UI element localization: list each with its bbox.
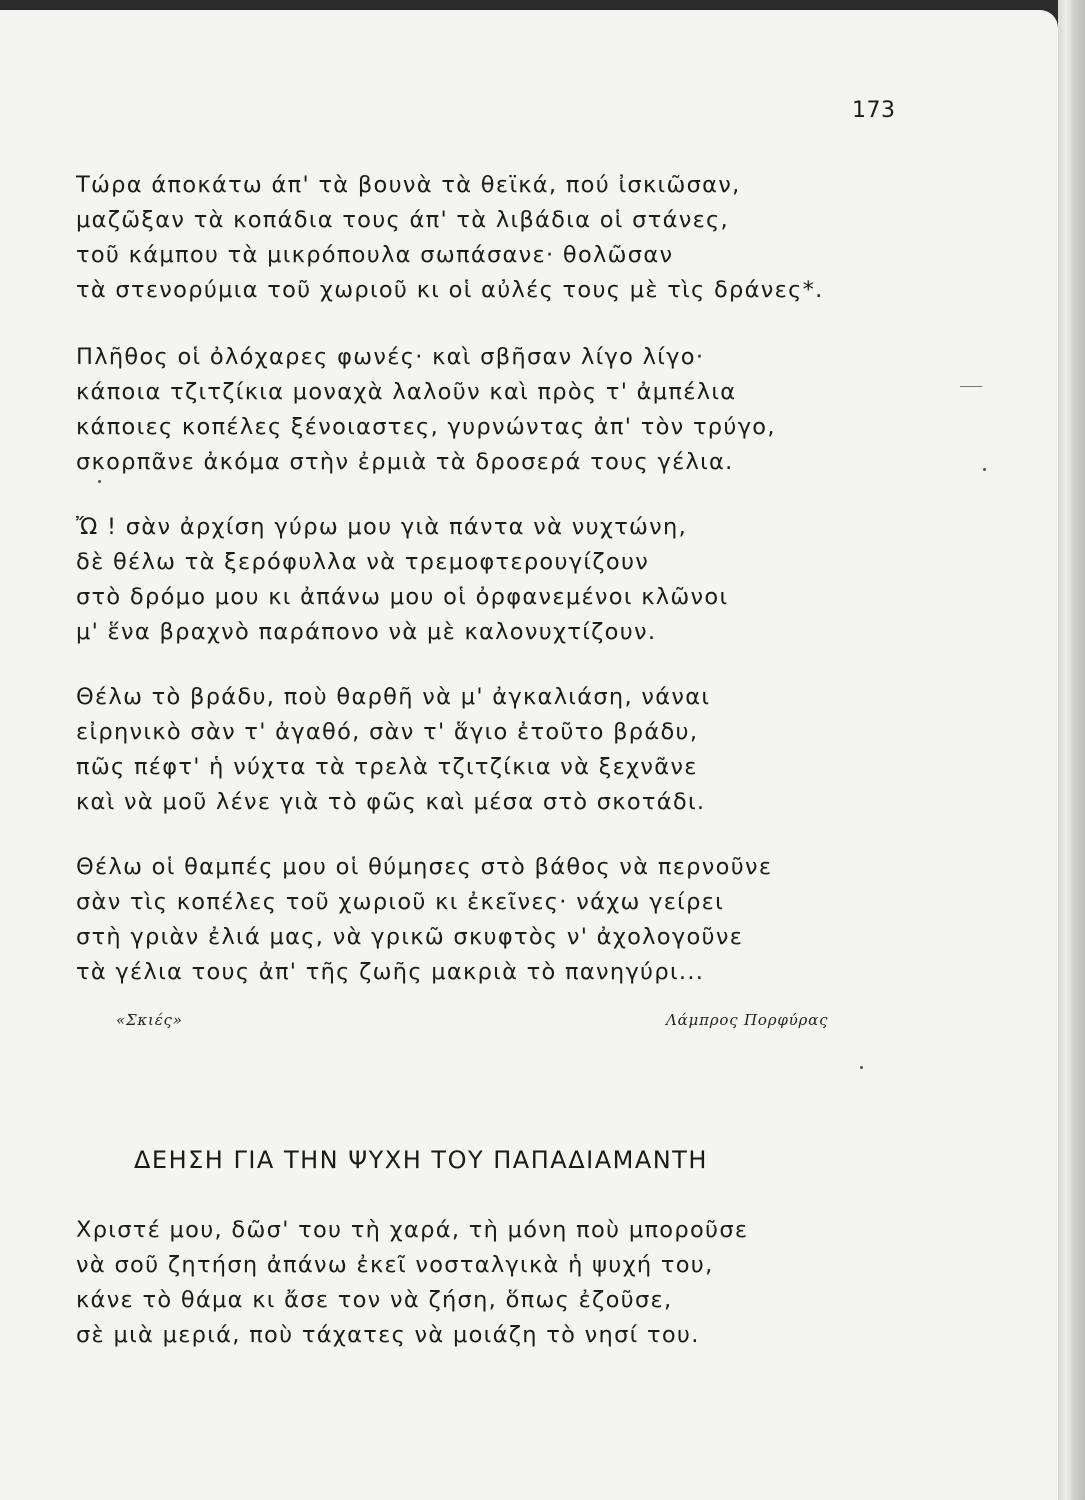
poem-line: Θέλω οἱ θαμπές μου οἱ θύμησες στὸ βάθος νὰ περνοῦνε [76,854,773,880]
margin-mark [960,386,982,387]
poem1-stanza-3 [76,510,728,650]
poem-line: κάποιες κοπέλες ξένοιαστες, γυρνώντας ἀπ' τὸν τρύγο, [76,414,776,440]
print-speck [98,480,101,483]
poem-line: μ' ἕνα βραχνὸ παράπονο νὰ μὲ καλονυχτίζουν. [76,619,657,645]
poem-line: τὰ στενορύμια τοῦ χωριοῦ κι οἱ αὐλές τους μὲ τὶς δράνες*. [76,277,824,303]
print-speck [983,468,986,471]
poem-line: Χριστέ μου, δῶσ' του τὴ χαρά, τὴ μόνη ποὺ μποροῦσε [76,1217,749,1243]
poem-line: σὰν τὶς κοπέλες τοῦ χωριοῦ κι ἐκεῖνες· νάχω γείρει [76,889,725,915]
poem-line: νὰ σοῦ ζητήση ἀπάνω ἐκεῖ νοσταλγικὰ ἡ ψυχή του, [76,1252,714,1278]
poem-line: πῶς πέφτ' ἡ νύχτα τὰ τρελὰ τζιτζίκια νὰ ξεχνᾶνε [76,754,698,780]
poem-line: κάνε τὸ θάμα κι ἄσε τον νὰ ζήση, ὅπως ἐζοῦσε, [76,1287,673,1313]
poem-line: εἰρηνικὸ σὰν τ' ἀγαθό, σὰν τ' ἅγιο ἐτοῦτο βράδυ, [76,719,699,745]
poem-line: καὶ νὰ μοῦ λένε γιὰ τὸ φῶς καὶ μέσα στὸ σκοτάδι. [76,789,706,815]
poem1-stanza-1 [76,168,824,308]
book-page [0,10,1058,1500]
poem1-stanza-5 [76,850,772,990]
poem-line: τὰ γέλια τους ἀπ' τῆς ζωῆς μακριὰ τὸ πανηγύρι... [76,959,705,985]
poem-line: σκορπᾶνε ἀκόμα στὴν ἐρμιὰ τὰ δροσερά τους γέλια. [76,449,734,475]
poem-line: στὸ δρόμο μου κι ἀπάνω μου οἱ ὀρφανεμένοι κλῶνοι [76,584,729,610]
poem-line: Πλῆθος οἱ ὀλόχαρες φωνές· καὶ σβῆσαν λίγο λίγο· [76,344,705,370]
poem-line: Τώρα άποκάτω άπ' τὰ βουνὰ τὰ θεϊκά, πού ἰσκιῶσαν, [76,172,741,198]
page-number: 173 [852,98,896,123]
poem-author: Λάμπρος Πορφύρας [666,1011,829,1029]
poem1-stanza-2 [76,340,776,480]
poem-source: «Σκιές» [116,1011,183,1029]
poem-line: κάποια τζιτζίκια μοναχὰ λαλοῦν καὶ πρὸς τ' ἀμπέλια [76,379,737,405]
poem-line: μαζῶξαν τὰ κοπάδια τους άπ' τὰ λιβάδια οἱ στάνες, [76,207,729,233]
poem1-stanza-4 [76,680,710,820]
poem-line: τοῦ κάμπου τὰ μικρόπουλα σωπάσανε· θολῶσαν [76,242,674,268]
print-speck [860,1066,863,1069]
poem-line: Θέλω τὸ βράδυ, ποὺ θαρθῆ νὰ μ' ἀγκαλιάση, νάναι [76,684,711,710]
poem-line: στὴ γριὰν ἐλιά μας, νὰ γρικῶ σκυφτὸς ν' ἀχολογοῦνε [76,924,744,950]
poem-line: σὲ μιὰ μεριά, ποὺ τάχατες νὰ μοιάζη τὸ νησί του. [76,1322,700,1348]
poem-line: δὲ θέλω τὰ ξερόφυλλα νὰ τρεμοφτερουγίζουν [76,549,650,575]
poem2-stanza-1 [76,1213,748,1353]
page-edge [1058,0,1085,1500]
poem-line: Ὤ ! σὰν ἀρχίση γύρω μου γιὰ πάντα νὰ νυχτώνη, [76,514,688,540]
poem-title: ΔΕΗΣΗ ΓΙΑ ΤΗΝ ΨΥΧΗ ΤΟΥ ΠΑΠΑΔΙΑΜΑΝΤΗ [134,1146,708,1174]
